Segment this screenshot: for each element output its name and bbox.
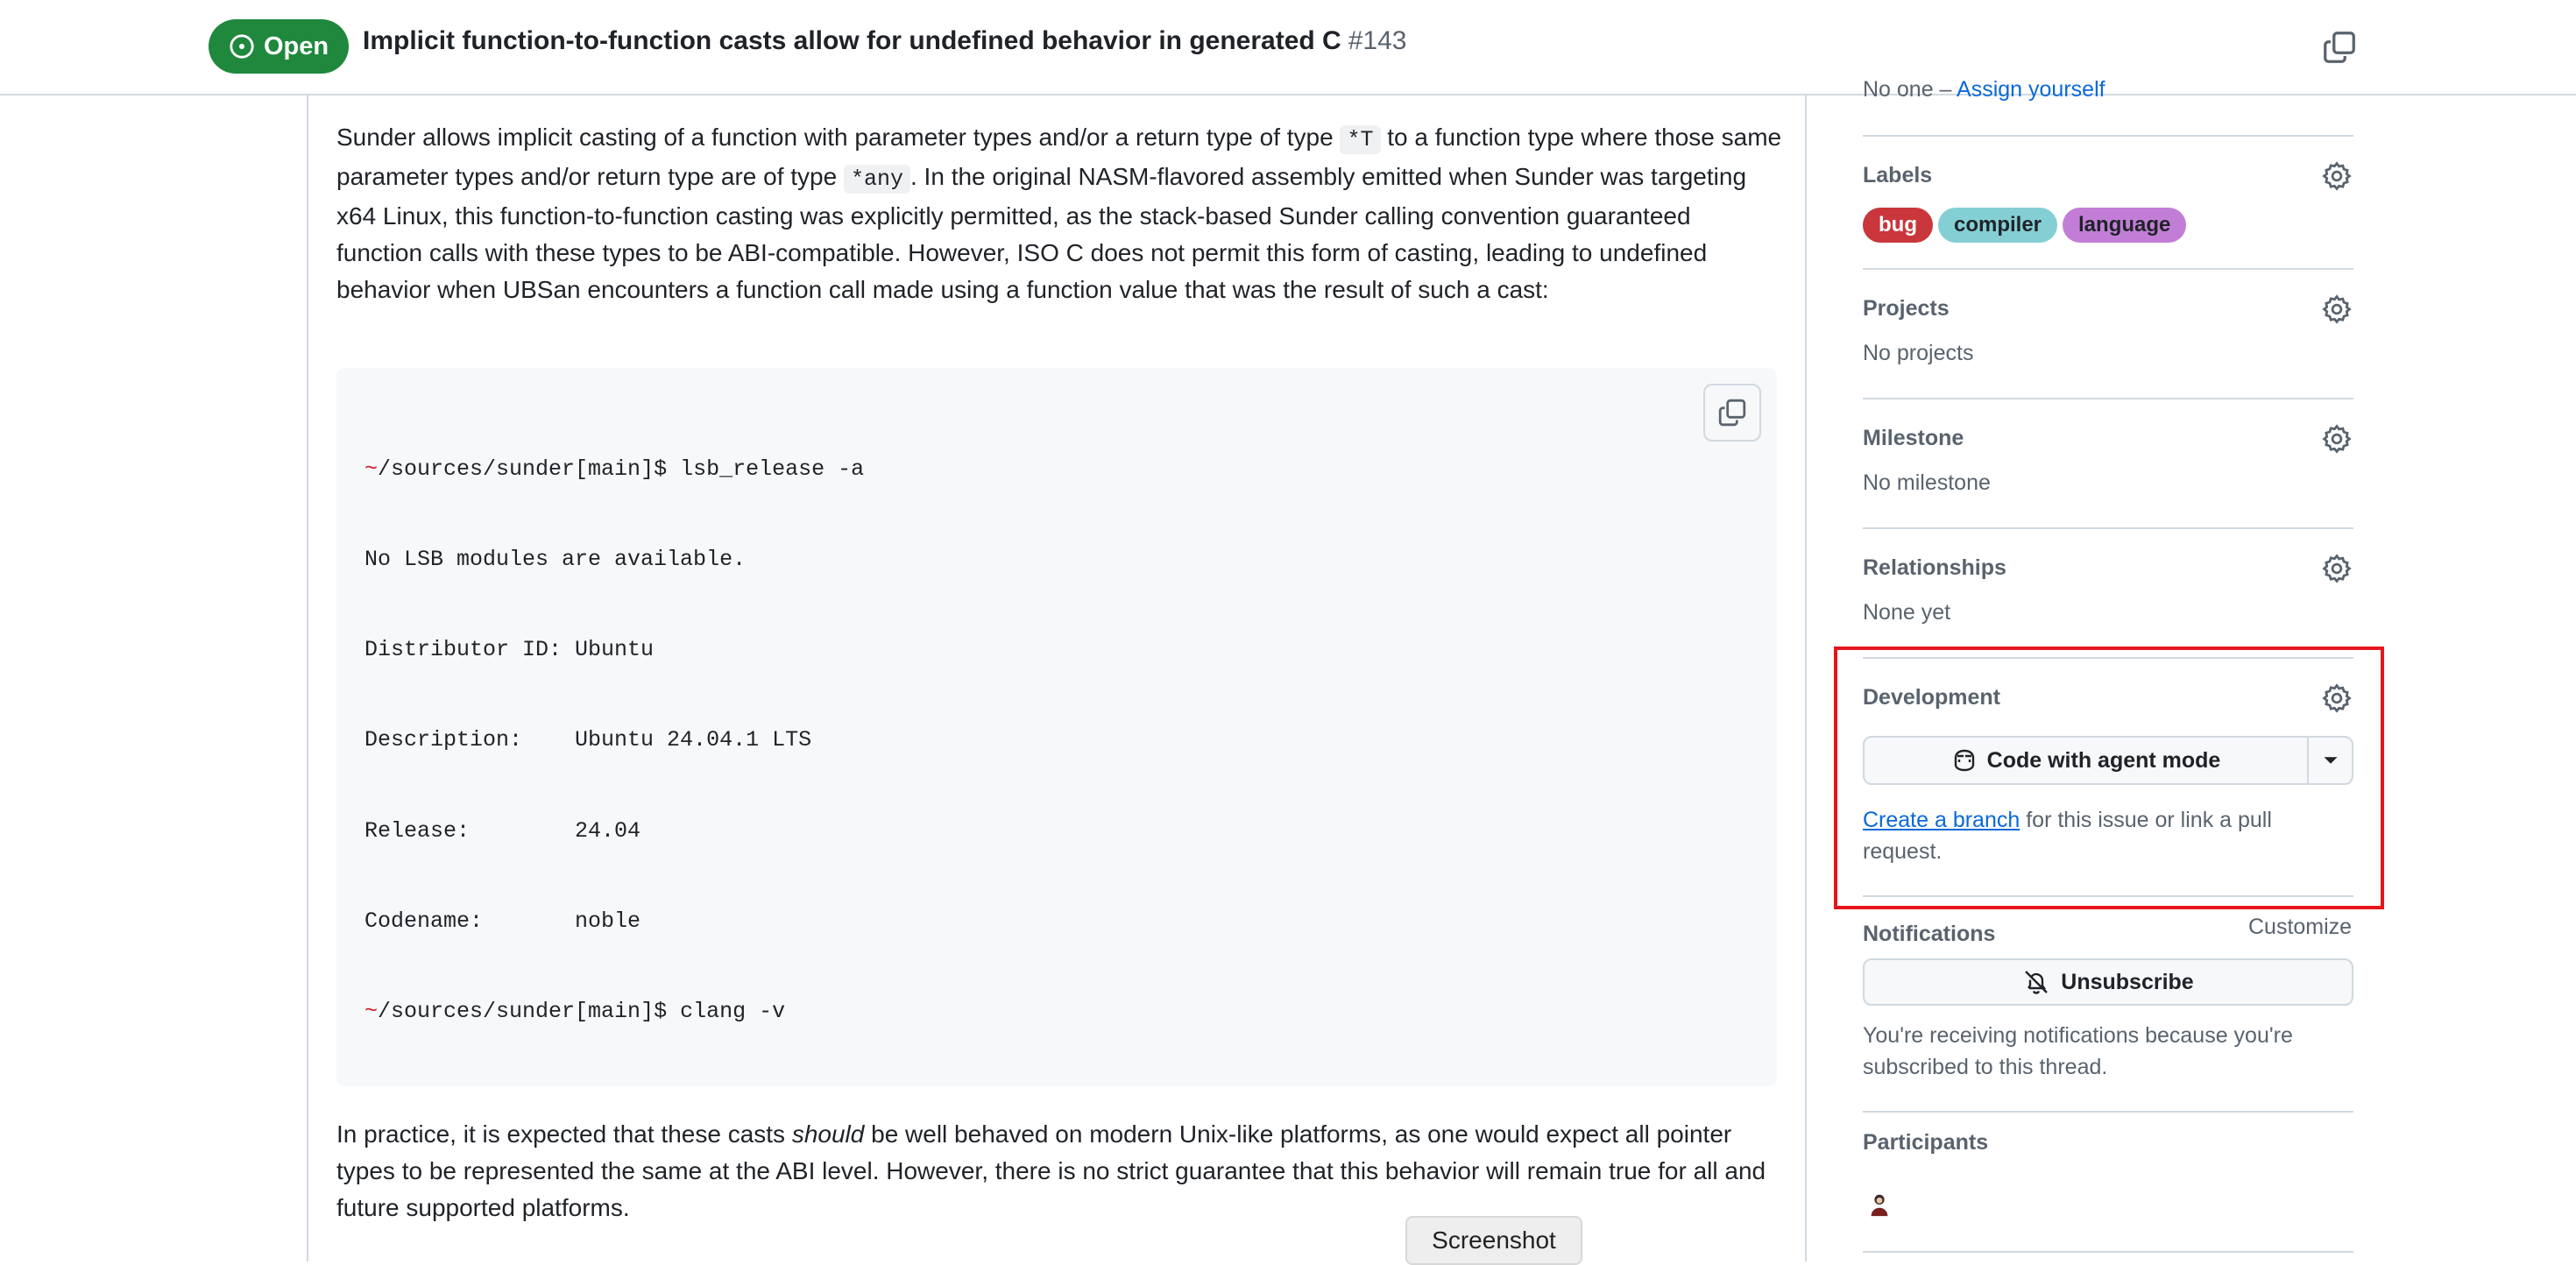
code-block (336, 368, 1777, 1086)
assign-yourself-link[interactable]: Assign yourself (1957, 77, 2105, 102)
customize-link[interactable]: Customize (2248, 915, 2353, 939)
code-lines (364, 394, 1777, 1086)
relationships-value: None yet (1863, 600, 1951, 625)
projects-section (1863, 296, 2353, 366)
issue-open-icon (229, 33, 255, 60)
unsubscribe-button[interactable] (1863, 958, 2353, 1006)
highlight-box (1834, 647, 2384, 909)
labels-settings-gear-icon[interactable] (2322, 161, 2352, 191)
code-line: No LSB modules are available. (364, 547, 747, 573)
milestone-value: No milestone (1863, 470, 1991, 495)
code-line: Release: 24.04 (364, 817, 641, 844)
issue-body-paragraph-2 (336, 1116, 1782, 1226)
notifications-hint: You're receiving notifications because you're subscribed to this thread. (1863, 1023, 2293, 1079)
labels-list (1863, 208, 2353, 243)
projects-heading: Projects (1863, 296, 1950, 321)
inline-code: *T (1340, 125, 1380, 154)
code-line: Distributor ID: Ubuntu (364, 637, 655, 663)
code-line: ~/sources/sunder[main]$ clang -v (364, 999, 786, 1025)
assignees-value: No one – Assign yourself (1863, 77, 2105, 102)
comment-border-left (307, 95, 308, 1261)
code-with-agent-label: Code with agent mode (1986, 747, 2221, 773)
body-text: Sunder allows implicit casting of a function with parameter types and/or a return type of type (336, 124, 1341, 151)
inline-code: *any (844, 165, 910, 194)
participants-section (1863, 1130, 2353, 1155)
screenshot-pill[interactable]: Screenshot (1405, 1216, 1582, 1265)
milestone-settings-gear-icon[interactable] (2322, 424, 2352, 454)
divider (1863, 398, 2353, 399)
avatar-icon (1866, 1191, 1893, 1218)
projects-settings-gear-icon[interactable] (2322, 294, 2352, 324)
create-branch-link[interactable]: Create a branch (1863, 808, 2020, 832)
status-badge-open (209, 19, 349, 74)
unsubscribe-label: Unsubscribe (2061, 969, 2194, 994)
copy-icon (2322, 30, 2357, 65)
milestone-section (1863, 426, 2353, 496)
divider (1863, 135, 2353, 137)
body-text: . In the original NASM-flavored assembly emitted when Sunder was targeting x64 Linux, this function-to-function casting was explicitly permitted, as the stack-based Sunder calling convention guaranteed function calls with these types to be ABI-compatible. However, ISO C does not permit this form of casting, leading to undefined behavior when UBSan encounters a function call made using a function value that was the result of such a cast: (336, 163, 1747, 303)
divider (1863, 268, 2353, 270)
relationships-heading: Relationships (1863, 555, 2006, 580)
label-bug[interactable]: bug (1863, 208, 1933, 243)
relationships-section (1863, 555, 2353, 625)
participant-avatar[interactable] (1866, 1191, 1893, 1218)
divider (1863, 1251, 2353, 1253)
comment-border-right (1805, 95, 1807, 1261)
issue-body-paragraph-1 (336, 119, 1782, 308)
milestone-heading: Milestone (1863, 426, 1964, 450)
body-text: be well behaved on modern Unix-like platforms, as one would expect all pointer types to be represented the same at the ABI level. However, there is no strict guarantee that this behavior will remain true for all and future supported platforms. (336, 1120, 1766, 1221)
code-line: Codename: noble (364, 908, 641, 934)
label-compiler[interactable]: compiler (1938, 208, 2057, 243)
issue-number: #143 (1348, 26, 1407, 55)
issue-title-text: Implicit function-to-function casts allow for undefined behavior in generated C (363, 26, 1341, 55)
notifications-heading: Notifications (1863, 922, 1996, 946)
participants-heading: Participants (1863, 1130, 1989, 1155)
code-line: ~/sources/sunder[main]$ lsb_release -a (364, 456, 865, 482)
development-hint: Create a branch for this issue or link a pull request. (1863, 808, 2272, 864)
divider (1863, 1111, 2353, 1113)
divider (1863, 527, 2353, 529)
relationships-settings-gear-icon[interactable] (2322, 554, 2352, 583)
projects-value: No projects (1863, 341, 1974, 365)
development-heading: Development (1863, 685, 2000, 710)
label-language[interactable]: language (2063, 208, 2186, 243)
body-text: to a function type where those same parameter types and/or return type are of type (336, 124, 1782, 190)
code-line: Description: Ubuntu 24.04.1 LTS (364, 727, 812, 753)
labels-section (1863, 163, 2353, 243)
body-emphasis: should (791, 1120, 865, 1148)
labels-heading: Labels (1863, 163, 1933, 187)
copy-link-button[interactable] (2322, 30, 2357, 65)
issue-title (363, 26, 1406, 56)
bell-slash-icon (2022, 968, 2050, 996)
status-label: Open (263, 32, 329, 60)
issue-header (0, 0, 2576, 95)
code-copy-button[interactable] (1703, 384, 1761, 442)
body-text: In practice, it is expected that these casts (336, 1120, 792, 1148)
copy-icon (1717, 398, 1747, 428)
